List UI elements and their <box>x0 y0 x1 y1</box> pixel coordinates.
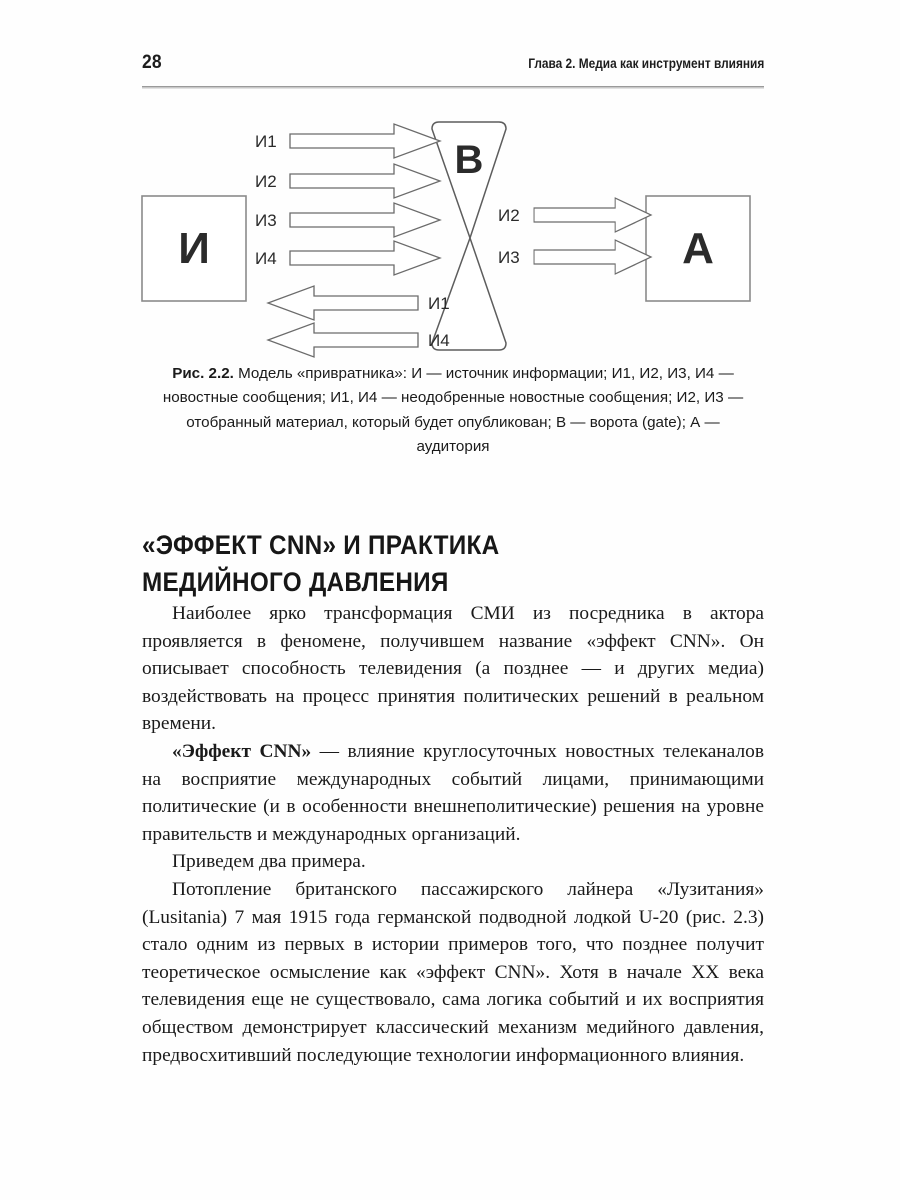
rejected-arrow-1 <box>268 286 450 320</box>
inbound-arrow-3 <box>255 203 440 237</box>
chapter-title: Глава 2. Медиа как инструмент влияния <box>527 56 764 71</box>
inbound-arrow-1 <box>255 124 440 158</box>
figure-gatekeeper-model <box>130 115 780 360</box>
gate-shape <box>432 122 506 350</box>
outbound-arrow-1 <box>498 198 651 232</box>
figure-caption <box>150 362 756 460</box>
section-heading <box>142 527 764 601</box>
inbound-arrow-3-label: И3 <box>255 211 277 230</box>
inbound-arrow-2 <box>255 164 440 198</box>
inbound-arrow-2-label: И2 <box>255 172 277 191</box>
paragraph-3: Приведем два примера. <box>172 851 366 873</box>
paragraph-2-definition: — влияние круглосуточных новостных телеканалов на восприятие международных событий лицами, принимающими политические (и в особенности внешнеполитические) решения на уровне правительств и международных организаций. <box>142 740 764 845</box>
rejected-arrow-2-label: И4 <box>428 331 450 350</box>
page-number: 28 <box>142 52 162 73</box>
header-divider <box>142 86 764 89</box>
outbound-arrow-2 <box>498 240 651 274</box>
figure-caption-number: Рис. 2.2. <box>172 365 234 382</box>
rejected-arrow-2 <box>268 323 450 357</box>
outbound-arrow-1-label: И2 <box>498 206 520 225</box>
source-box-label: И <box>178 224 210 273</box>
paragraph-2-term: «Эффект CNN» <box>172 740 312 762</box>
source-box <box>142 196 246 301</box>
paragraph-4: Потопление британского пассажирского лайнера «Лузитания» (Lusitania) 7 мая 1915 года германской подводной лодкой U-20 (рис. 2.3) стало одним из первых в истории примеров того, что позднее получит теоретическое осмысление как «эффект CNN». Хотя в начале XX века телевидения еще не существовало, сама логика событий и их восприятия обществом демонстрирует классический механизм медийного давления, предвосхитивший последующие технологии информационного влияния. <box>142 878 764 1066</box>
figure-caption-text: Модель «привратника»: И — источник информации; И1, И2, И3, И4 — новостные сообщения; И1, И4 — неодобренные новостные сообщения; И2, И3 — отобранный материал, который будет опубликован; В — ворота (gate); А — аудитория <box>162 365 744 456</box>
paragraph-1: Наиболее ярко трансформация СМИ из посредника в актора проявляется в феномене, получившем название «эффект CNN». Он описывает способность телевидения (а позднее — и других медиа) воздействовать на процесс принятия политических решений в реальном времени. <box>142 603 764 735</box>
running-head <box>142 52 764 74</box>
audience-box-label: А <box>682 224 714 273</box>
gate-label: В <box>454 138 484 182</box>
outbound-arrow-2-label: И3 <box>498 248 520 267</box>
rejected-arrow-1-label: И1 <box>428 294 450 313</box>
audience-box <box>646 196 750 301</box>
inbound-arrow-1-label: И1 <box>255 132 277 151</box>
body-text <box>142 600 764 1069</box>
inbound-arrow-4 <box>255 241 440 275</box>
section-heading-line-1: «ЭФФЕКТ CNN» И ПРАКТИКА <box>142 530 500 561</box>
section-heading-line-2: МЕДИЙНОГО ДАВЛЕНИЯ <box>142 567 449 598</box>
inbound-arrow-4-label: И4 <box>255 249 277 268</box>
paragraph-2 <box>142 738 764 848</box>
